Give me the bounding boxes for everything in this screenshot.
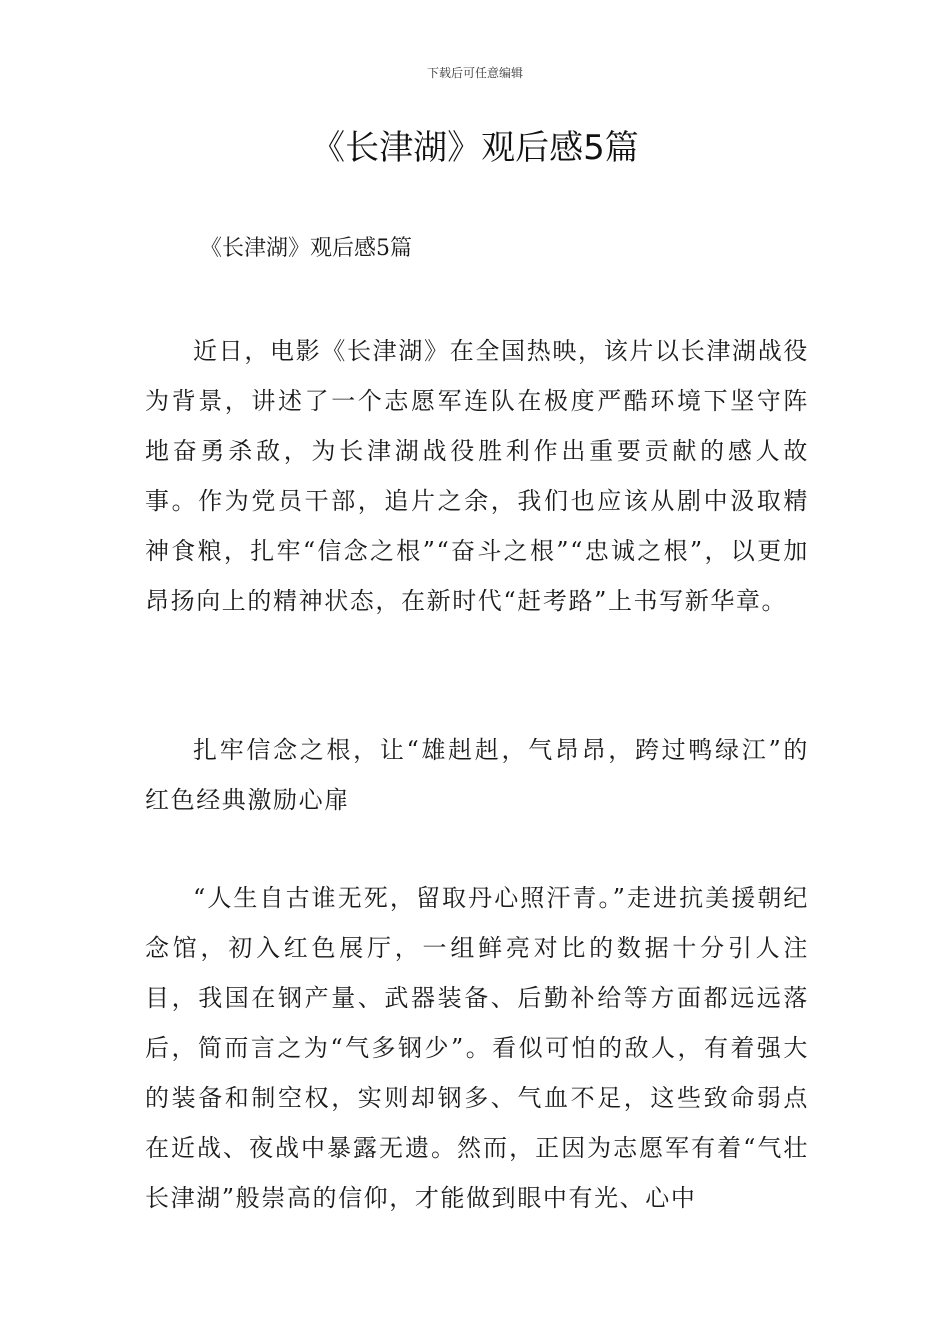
body-paragraph-1: 近日，电影《长津湖》在全国热映，该片以长津湖战役为背景，讲述了一个志愿军连队在极度严酷环境下坚守阵地奋勇杀敌，为长津湖战役胜利作出重要贡献的感人故事。作为党员干部，追片之余，我们也应该从剧中汲取精神食粮，扎牢“信念之根”“奋斗之根”“忠诚之根”，以更加昂扬向上的精神状态，在新时代“赶考路”上书写新华章。 bbox=[145, 337, 809, 615]
document-title: 《长津湖》观后感5篇 bbox=[311, 128, 639, 168]
header-note: 下载后可任意编辑 bbox=[426, 66, 523, 80]
body-paragraph-3: “人生自古谁无死，留取丹心照汗青。”走进抗美援朝纪念馆，初入红色展厅，一组鲜亮对比的数据十分引人注目，我国在钢产量、武器装备、后勤补给等方面都远远落后，简而言之为“气多钢少”。看似可怕的敌人，有着强大的装备和制空权，实则却钢多、气血不足，这些致命弱点在近战、夜战中暴露无遗。然而，正因为志愿军有着“气壮长津湖”般崇高的信仰，才能做到眼中有光、心中 bbox=[145, 884, 809, 1212]
body-paragraph-2: 扎牢信念之根，让“雄赳赳，气昂昂，跨过鸭绿江”的红色经典激励心扉 bbox=[145, 736, 809, 814]
document-subtitle: 《长津湖》观后感5篇 bbox=[200, 236, 412, 261]
